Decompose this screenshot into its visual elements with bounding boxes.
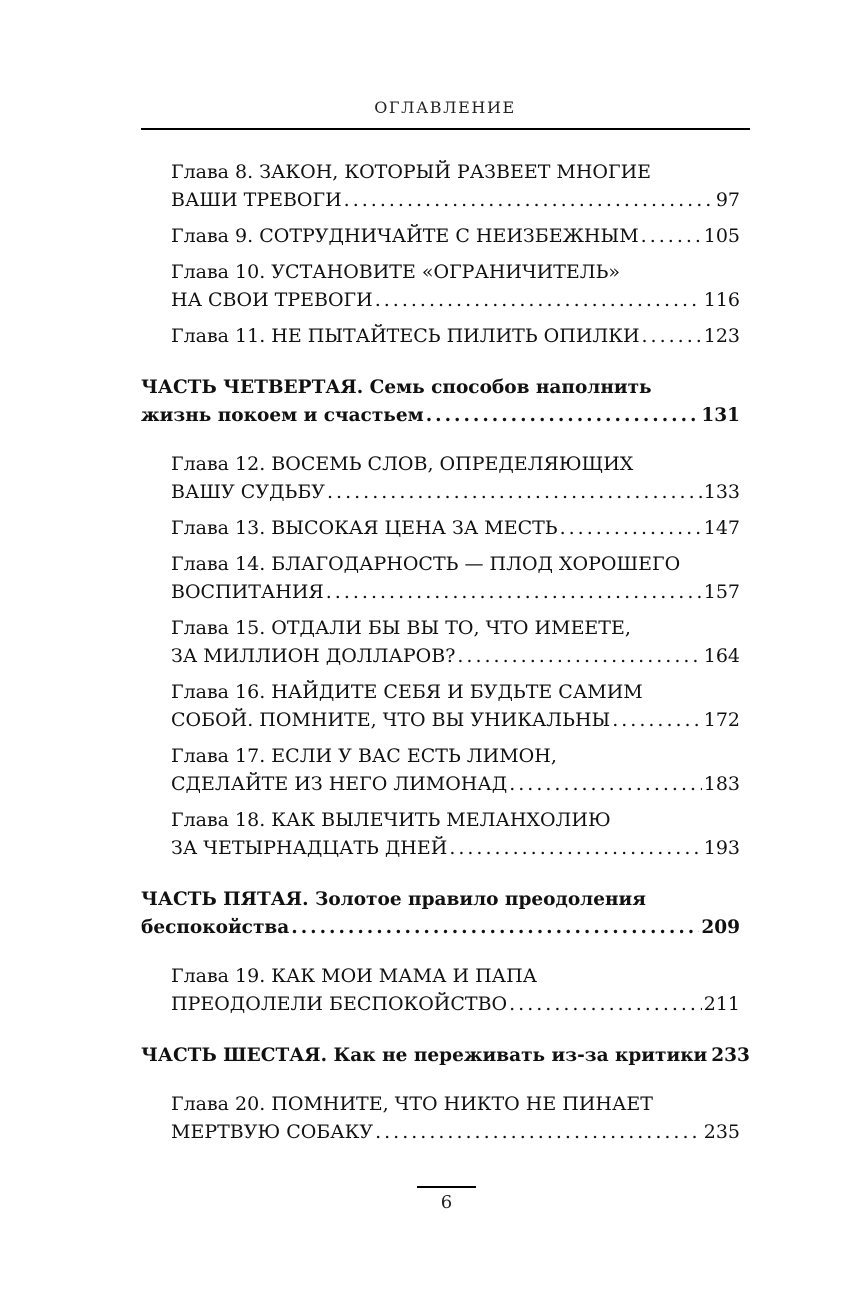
dot-leader [375, 286, 702, 314]
toc-part-entry[interactable] [141, 1042, 750, 1070]
toc-part-entry[interactable] [141, 886, 740, 942]
entry-page-number: 233 [711, 1045, 750, 1066]
entry-page-number: 164 [703, 645, 740, 667]
entry-last-line [141, 402, 740, 430]
dot-leader [327, 478, 702, 506]
entry-last-line [171, 322, 740, 350]
entry-title-text: Глава 13. ВЫСОКАЯ ЦЕНА ЗА МЕСТЬ [171, 517, 558, 539]
dot-leader [560, 514, 702, 542]
entry-title-line: Глава 14. БЛАГОДАРНОСТЬ — ПЛОД ХОРОШЕГО [171, 553, 681, 575]
toc-part-entry[interactable] [141, 374, 740, 430]
entry-page-number: 123 [703, 325, 740, 347]
dot-leader [326, 578, 702, 606]
entry-title-text: Глава 9. СОТРУДНИЧАЙТЕ С НЕИЗБЕЖНЫМ [171, 225, 639, 247]
entry-title-text: Глава 11. НЕ ПЫТАЙТЕСЬ ПИЛИТЬ ОПИЛКИ [171, 325, 640, 347]
entry-last-line [171, 706, 740, 734]
entry-title-text: ЗА МИЛЛИОН ДОЛЛАРОВ? [171, 645, 456, 667]
entry-page-number: 157 [703, 581, 740, 603]
dot-leader [612, 706, 702, 734]
entry-page-number: 172 [703, 709, 740, 731]
entry-page-number: 147 [703, 517, 740, 539]
dot-leader [449, 834, 701, 862]
entry-title-text: ВАШИ ТРЕВОГИ [171, 189, 342, 211]
entry-title-text: ВОСПИТАНИЯ [171, 581, 324, 603]
dot-leader [457, 642, 701, 670]
entry-page-number: 105 [703, 225, 740, 247]
entry-title-line: ЧАСТЬ ПЯТАЯ. Золотое правило преодоления [141, 889, 646, 910]
entry-last-line [171, 478, 740, 506]
toc-chapter-entry[interactable] [141, 806, 740, 862]
entry-last-line [171, 990, 740, 1018]
entry-title-text: ПРЕОДОЛЕЛИ БЕСПОКОЙСТВО [171, 993, 508, 1015]
dot-leader [344, 186, 714, 214]
dot-leader [375, 1118, 702, 1146]
entry-title-line: Глава 18. КАК ВЫЛЕЧИТЬ МЕЛАНХОЛИЮ [171, 809, 611, 831]
entry-last-line [141, 1042, 750, 1070]
dot-leader [509, 770, 702, 798]
toc-chapter-entry[interactable] [141, 450, 740, 506]
entry-title-line: Глава 15. ОТДАЛИ БЫ ВЫ ТО, ЧТО ИМЕЕТЕ, [171, 617, 631, 639]
entry-title-text: ВАШУ СУДЬБУ [171, 481, 326, 503]
toc-chapter-entry[interactable] [141, 258, 740, 314]
dot-leader [426, 402, 700, 430]
entry-title-line: Глава 17. ЕСЛИ У ВАС ЕСТЬ ЛИМОН, [171, 745, 557, 767]
entry-title-line: Глава 19. КАК МОИ МАМА И ПАПА [171, 965, 538, 987]
entry-page-number: 183 [703, 773, 740, 795]
entry-title-line: Глава 8. ЗАКОН, КОТОРЫЙ РАЗВЕЕТ МНОГИЕ [171, 161, 652, 183]
toc-chapter-entry[interactable] [141, 222, 740, 250]
entry-last-line [171, 834, 740, 862]
entry-page-number: 133 [703, 481, 740, 503]
entry-page-number: 97 [715, 189, 740, 211]
entry-title-text: жизнь покоем и счастьем [141, 405, 424, 426]
entry-title-text: ЗА ЧЕТЫРНАДЦАТЬ ДНЕЙ [171, 837, 448, 859]
dot-leader [641, 222, 702, 250]
running-header: ОГЛАВЛЕНИЕ [374, 98, 516, 117]
table-of-contents [141, 158, 750, 1154]
entry-title-line: Глава 12. ВОСЕМЬ СЛОВ, ОПРЕДЕЛЯЮЩИХ [171, 453, 634, 475]
entry-title-text: ЧАСТЬ ШЕСТАЯ. Как не переживать из-за критики [141, 1045, 708, 1066]
entry-last-line [141, 914, 740, 942]
entry-title-text: беспокойства [141, 917, 290, 938]
entry-title-text: СДЕЛАЙТЕ ИЗ НЕГО ЛИМОНАД [171, 773, 508, 795]
entry-title-line: Глава 10. УСТАНОВИТЕ «ОГРАНИЧИТЕЛЬ» [171, 261, 621, 283]
entry-title-text: МЕРТВУЮ СОБАКУ [171, 1121, 374, 1143]
toc-chapter-entry[interactable] [141, 614, 740, 670]
entry-page-number: 211 [703, 993, 740, 1015]
entry-title-text: НА СВОИ ТРЕВОГИ [171, 289, 373, 311]
entry-page-number: 131 [701, 405, 740, 426]
dot-leader [291, 914, 699, 942]
entry-title-line: ЧАСТЬ ЧЕТВЕРТАЯ. Семь способов наполнить [141, 377, 652, 398]
entry-page-number: 116 [703, 289, 740, 311]
toc-chapter-entry[interactable] [141, 742, 740, 798]
entry-title-line: Глава 20. ПОМНИТЕ, ЧТО НИКТО НЕ ПИНАЕТ [171, 1093, 653, 1115]
dot-leader [642, 322, 702, 350]
toc-chapter-entry[interactable] [141, 550, 740, 606]
dot-leader [509, 990, 702, 1018]
entry-last-line [171, 514, 740, 542]
footer-rule [417, 1186, 476, 1188]
toc-chapter-entry[interactable] [141, 514, 740, 542]
toc-chapter-entry[interactable] [141, 962, 740, 1018]
entry-page-number: 209 [701, 917, 740, 938]
entry-last-line [171, 770, 740, 798]
header-rule [141, 128, 750, 130]
entry-title-text: СОБОЙ. ПОМНИТЕ, ЧТО ВЫ УНИКАЛЬНЫ [171, 709, 611, 731]
toc-chapter-entry[interactable] [141, 1090, 740, 1146]
entry-title-line: Глава 16. НАЙДИТЕ СЕБЯ И БУДЬТЕ САМИМ [171, 681, 643, 703]
entry-page-number: 193 [703, 837, 740, 859]
entry-last-line [171, 642, 740, 670]
toc-chapter-entry[interactable] [141, 158, 740, 214]
toc-chapter-entry[interactable] [141, 322, 740, 350]
entry-last-line [171, 186, 740, 214]
page-number: 6 [440, 1192, 453, 1213]
entry-last-line [171, 1118, 740, 1146]
entry-last-line [171, 286, 740, 314]
entry-last-line [171, 578, 740, 606]
entry-last-line [171, 222, 740, 250]
toc-chapter-entry[interactable] [141, 678, 740, 734]
entry-page-number: 235 [703, 1121, 740, 1143]
